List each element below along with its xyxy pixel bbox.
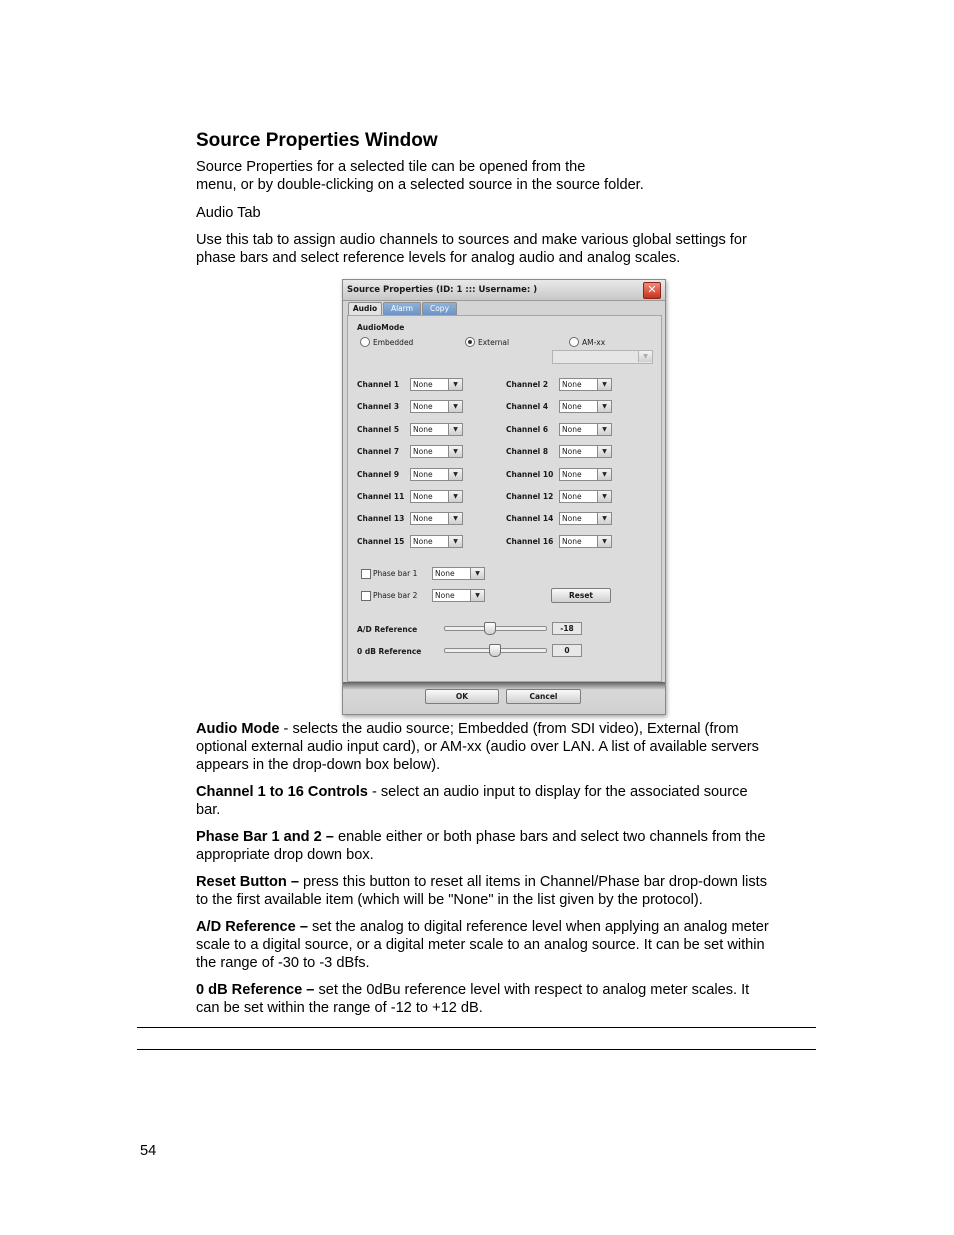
ad-reference-value[interactable]: -18 <box>552 622 582 635</box>
dropdown-value: None <box>562 424 582 434</box>
db-reference-value[interactable]: 0 <box>552 644 582 657</box>
item-line: - select an audio input to display for the associated source <box>367 784 748 800</box>
intro-line: Source Properties for a selected tile can be opened from the <box>196 159 586 175</box>
chevron-down-icon: ▼ <box>448 491 462 502</box>
chevron-down-icon: ▼ <box>448 446 462 457</box>
dropdown-value: None <box>413 536 433 546</box>
channel-dropdown[interactable] <box>410 535 463 548</box>
phase-bar-1-checkbox[interactable] <box>361 569 371 579</box>
db-reference-label: 0 dB Reference <box>357 647 422 656</box>
channel-label: Channel 16 <box>506 536 554 546</box>
phase-bar-2-label: Phase bar 2 <box>373 591 418 600</box>
tab-alarm[interactable]: Alarm <box>383 302 421 315</box>
item-line: the range of -30 to -3 dBfs. <box>196 955 370 971</box>
dialog-titlebar <box>343 280 665 301</box>
item-line: to the first available item (which will be "None" in the list given by the protocol). <box>196 892 703 908</box>
dropdown-value: None <box>562 380 582 389</box>
channel-dropdown[interactable] <box>559 423 612 436</box>
channel-dropdown[interactable] <box>410 378 463 391</box>
channel-label: Channel 11 <box>357 492 405 501</box>
channel-dropdown[interactable] <box>559 535 612 548</box>
chevron-down-icon: ▼ <box>597 424 611 435</box>
dropdown-value: None <box>413 447 433 457</box>
item-db-reference <box>196 981 816 1017</box>
channel-label: Channel 8 <box>506 447 549 457</box>
item-term: 0 dB Reference – <box>196 982 315 998</box>
channel-label: Channel 9 <box>357 469 400 479</box>
chevron-down-icon: ▼ <box>597 469 611 480</box>
server-dropdown[interactable] <box>552 350 653 364</box>
subheading: Audio Tab <box>196 205 261 221</box>
channel-dropdown[interactable] <box>559 378 612 391</box>
chevron-down-icon: ▼ <box>597 379 611 390</box>
dropdown-value: None <box>413 380 433 389</box>
page-number: 54 <box>140 1143 157 1159</box>
chevron-down-icon: ▼ <box>448 379 462 390</box>
dropdown-value: None <box>562 447 582 457</box>
tab-bar <box>343 301 665 315</box>
chevron-down-icon: ▼ <box>597 491 611 502</box>
item-term: Channel 1 to 16 Controls <box>196 784 368 800</box>
description-line: phase bars and select reference levels for analog audio and analog scales. <box>196 250 681 266</box>
item-phase-bar <box>196 828 816 864</box>
source-properties-dialog <box>342 279 666 715</box>
chevron-down-icon: ▼ <box>597 401 611 412</box>
item-line: press this button to reset all items in Channel/Phase bar drop-down lists <box>298 874 768 890</box>
cancel-button[interactable]: Cancel <box>506 689 581 704</box>
ok-button[interactable]: OK <box>425 689 499 704</box>
channel-dropdown[interactable] <box>410 445 463 458</box>
channel-label: Channel 1 <box>357 380 400 389</box>
tab-audio[interactable]: Audio <box>348 302 382 315</box>
phase-bar-2-dropdown[interactable] <box>432 589 485 602</box>
channel-dropdown[interactable] <box>410 490 463 503</box>
chevron-down-icon: ▼ <box>597 446 611 457</box>
item-line: - selects the audio source; Embedded (from SDI video), External (from <box>279 721 739 737</box>
channel-label: Channel 6 <box>506 424 549 434</box>
radio-embedded-label: Embedded <box>373 338 414 347</box>
ad-reference-thumb[interactable] <box>484 622 496 635</box>
channel-label: Channel 7 <box>357 447 400 457</box>
audio-mode-label: AudioMode <box>357 323 405 332</box>
channel-label: Channel 14 <box>506 514 554 524</box>
channel-label: Channel 4 <box>506 402 549 412</box>
channel-dropdown[interactable] <box>410 512 463 525</box>
item-term: A/D Reference – <box>196 919 308 935</box>
channel-dropdown[interactable] <box>410 468 463 481</box>
channel-dropdown[interactable] <box>410 423 463 436</box>
phase-bar-1-label: Phase bar 1 <box>373 569 418 578</box>
chevron-down-icon: ▼ <box>470 590 484 601</box>
divider <box>137 1027 816 1028</box>
chevron-down-icon: ▼ <box>448 424 462 435</box>
item-line: optional external audio input card), or AM-xx (audio over LAN. A list of available servers <box>196 739 759 755</box>
radio-external-label: External <box>478 338 510 347</box>
chevron-down-icon: ▼ <box>448 513 462 524</box>
dropdown-value: None <box>413 402 433 412</box>
item-line: set the 0dBu reference level with respect to analog meter scales. It <box>314 982 750 998</box>
item-term: Audio Mode <box>196 721 280 737</box>
db-reference-thumb[interactable] <box>489 644 501 657</box>
dropdown-value: None <box>435 591 455 600</box>
item-line: set the analog to digital reference level when applying an analog meter <box>307 919 769 935</box>
dropdown-value: None <box>562 492 582 501</box>
tab-copy[interactable]: Copy <box>422 302 457 315</box>
phase-bar-2-checkbox[interactable] <box>361 591 371 601</box>
dropdown-value: None <box>435 569 455 578</box>
item-line: scale to a digital source, or a digital meter scale to an analog source. It can be set within <box>196 937 765 953</box>
item-term: Reset Button – <box>196 874 299 890</box>
channel-dropdown[interactable] <box>559 400 612 413</box>
channel-label: Channel 15 <box>357 536 405 546</box>
item-audio-mode <box>196 720 816 774</box>
channel-label: Channel 2 <box>506 380 549 389</box>
dropdown-value: None <box>562 514 582 524</box>
item-line: appropriate drop down box. <box>196 847 374 863</box>
intro-line: menu, or by double-clicking on a selected source in the source folder. <box>196 177 644 193</box>
item-line: can be set within the range of -12 to +12 dB. <box>196 1000 483 1016</box>
dropdown-value: None <box>413 424 433 434</box>
channel-label: Channel 13 <box>357 514 405 524</box>
item-term: Phase Bar 1 and 2 – <box>196 829 334 845</box>
radio-am-xx[interactable] <box>569 337 579 347</box>
dropdown-value: None <box>413 469 433 479</box>
ad-reference-label: A/D Reference <box>357 625 418 634</box>
channel-dropdown[interactable] <box>559 468 612 481</box>
chevron-down-icon: ▼ <box>470 568 484 579</box>
radio-am-xx-label: AM-xx <box>582 338 606 347</box>
chevron-down-icon: ▼ <box>597 536 611 547</box>
close-icon[interactable]: ✕ <box>643 282 661 299</box>
item-line: bar. <box>196 802 221 818</box>
description-paragraph <box>196 231 816 267</box>
dialog-footer <box>343 682 665 714</box>
audio-panel <box>347 315 662 682</box>
reset-button[interactable]: Reset <box>551 588 611 603</box>
chevron-down-icon: ▼ <box>638 351 652 362</box>
channel-dropdown[interactable] <box>559 512 612 525</box>
intro-paragraph <box>196 158 816 194</box>
item-reset-button <box>196 873 816 909</box>
chevron-down-icon: ▼ <box>597 513 611 524</box>
dialog-title: Source Properties (ID: 1 ::: Username: ) <box>347 285 538 295</box>
dropdown-value: None <box>562 402 582 412</box>
channel-dropdown[interactable] <box>559 445 612 458</box>
page-title: Source Properties Window <box>196 130 438 151</box>
dropdown-value: None <box>413 492 433 501</box>
radio-embedded[interactable] <box>360 337 370 347</box>
channel-label: Channel 10 <box>506 469 554 479</box>
dropdown-value: None <box>562 469 582 479</box>
radio-external[interactable] <box>465 337 475 347</box>
chevron-down-icon: ▼ <box>448 469 462 480</box>
dropdown-value: None <box>562 536 582 546</box>
item-line: appears in the drop-down box below). <box>196 757 441 773</box>
channel-label: Channel 3 <box>357 402 400 412</box>
chevron-down-icon: ▼ <box>448 536 462 547</box>
channel-dropdown[interactable] <box>559 490 612 503</box>
item-ad-reference <box>196 918 816 972</box>
channel-label: Channel 5 <box>357 424 400 434</box>
item-line: enable either or both phase bars and select two channels from the <box>333 829 766 845</box>
phase-bar-1-dropdown[interactable] <box>432 567 485 580</box>
channel-label: Channel 12 <box>506 492 554 501</box>
item-channel-controls <box>196 783 816 819</box>
dropdown-value: None <box>413 514 433 524</box>
chevron-down-icon: ▼ <box>448 401 462 412</box>
description-line: Use this tab to assign audio channels to sources and make various global settings for <box>196 232 747 248</box>
channel-dropdown[interactable] <box>410 400 463 413</box>
divider <box>137 1049 816 1050</box>
